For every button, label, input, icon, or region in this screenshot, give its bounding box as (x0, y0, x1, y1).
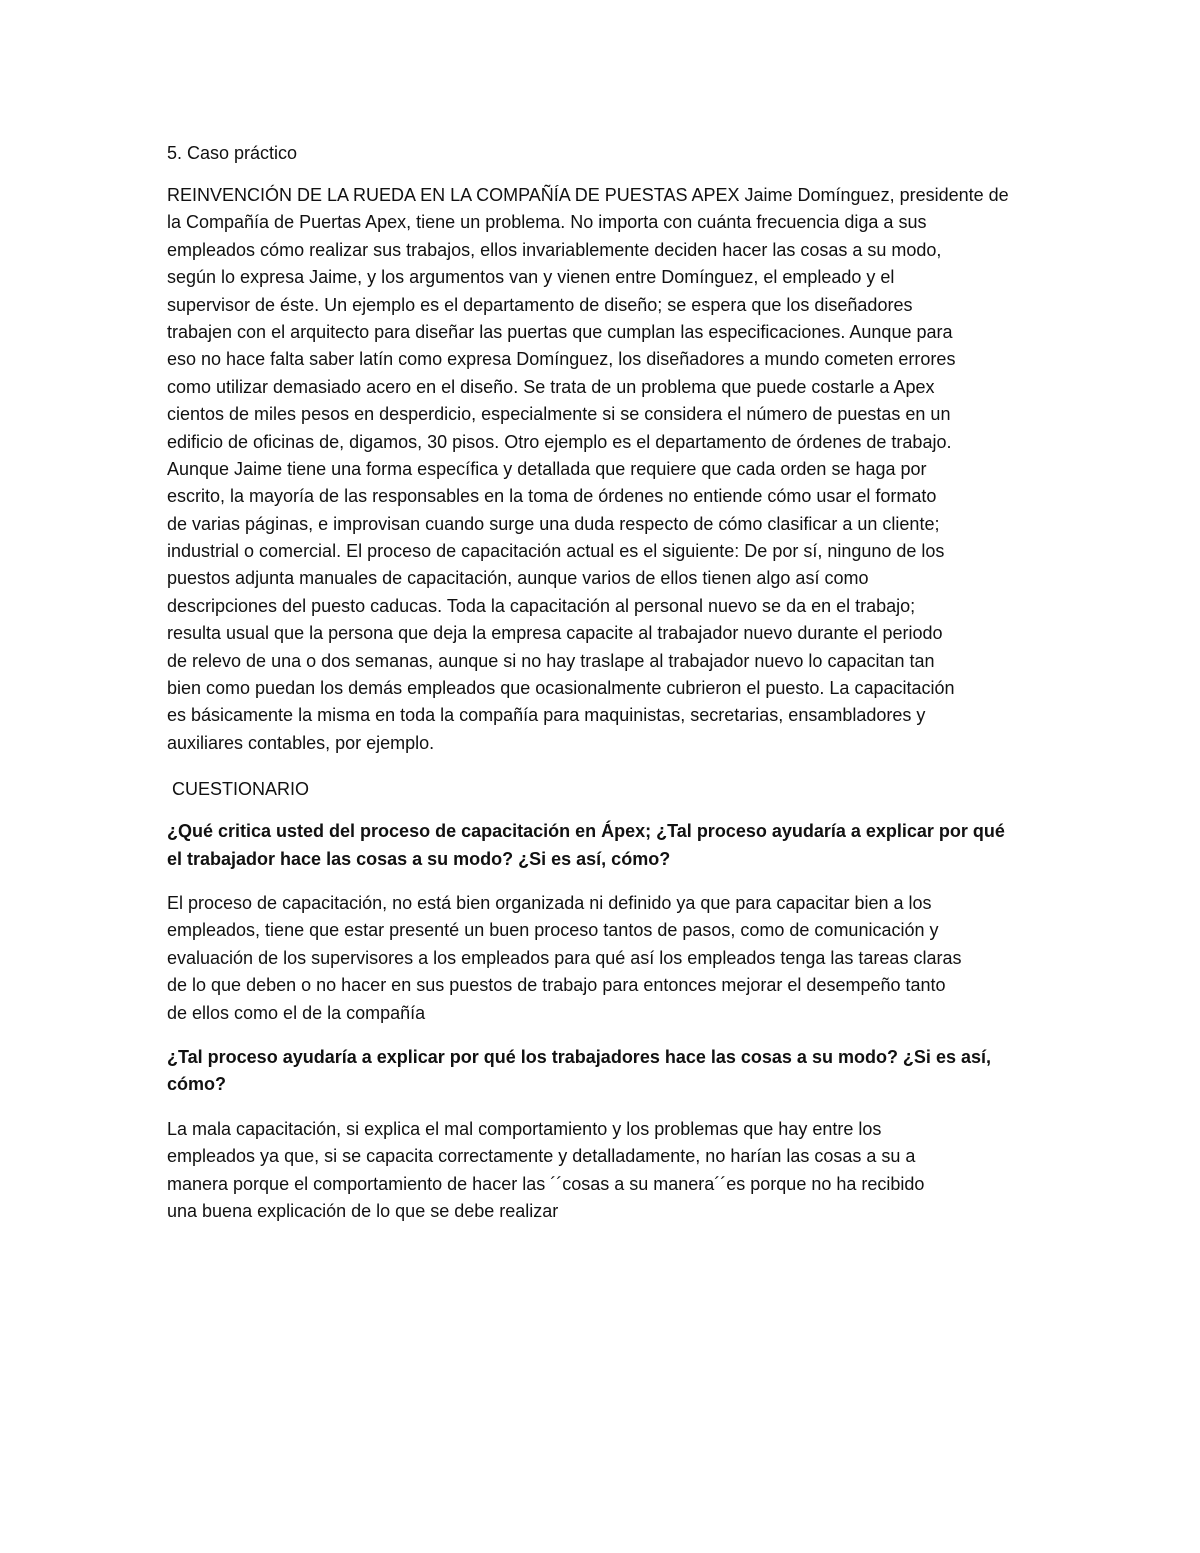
answer-line: evaluación de los supervisores a los empleados para qué así los empleados tenga las tareas claras (167, 947, 962, 968)
question-line: el trabajador hace las cosas a su modo? ¿Si es así, cómo? (167, 848, 671, 869)
answer-line: empleados ya que, si se capacita correctamente y detalladamente, no harían las cosas a su a (167, 1146, 916, 1167)
paragraph-line: REINVENCIÓN DE LA RUEDA EN LA COMPAÑÍA DE PUESTAS APEX Jaime Domínguez, presidente de (167, 185, 1009, 205)
paragraph-line: de relevo de una o dos semanas, aunque si no hay traslape al trabajador nuevo lo capacitan tan (167, 650, 935, 671)
answer-2 (167, 1116, 1039, 1226)
paragraph-line: cientos de miles pesos en desperdicio, especialmente si se considera el número de puestas en un (167, 404, 951, 425)
case-paragraph (167, 182, 1039, 757)
paragraph-line: Aunque Jaime tiene una forma específica y detallada que requiere que cada orden se haga por (167, 458, 927, 479)
answer-line: manera porque el comportamiento de hacer las ´´cosas a su manera´´es porque no ha recibido (167, 1173, 925, 1194)
answer-1 (167, 890, 1039, 1027)
paragraph-line: descripciones del puesto caducas. Toda la capacitación al personal nuevo se da en el trabajo; (167, 595, 916, 616)
answer-line: empleados, tiene que estar presenté un buen proceso tantos de pasos, como de comunicación y (167, 920, 939, 941)
paragraph-line: resulta usual que la persona que deja la empresa capacite al trabajador nuevo durante el periodo (167, 623, 943, 644)
paragraph-line: supervisor de éste. Un ejemplo es el departamento de diseño; se espera que los diseñadores (167, 294, 913, 315)
question-line: ¿Qué critica usted del proceso de capacitación en Ápex; ¿Tal proceso ayudaría a explicar por qué (167, 821, 1005, 842)
answer-line: de ellos como el de la compañía (167, 1002, 426, 1023)
paragraph-line: edificio de oficinas de, digamos, 30 pisos. Otro ejemplo es el departamento de órdenes de trabajo. (167, 431, 952, 452)
answer-line: La mala capacitación, si explica el mal comportamiento y los problemas que hay entre los (167, 1118, 882, 1139)
questionnaire-label: CUESTIONARIO (172, 779, 310, 800)
answer-line: de lo que deben o no hacer en sus puestos de trabajo para entonces mejorar el desempeño tanto (167, 975, 946, 996)
paragraph-line: de varias páginas, e improvisan cuando surge una duda respecto de cómo clasificar a un cliente; (167, 513, 940, 534)
paragraph-line: escrito, la mayoría de las responsables en la toma de órdenes no entiende cómo usar el formato (167, 486, 937, 507)
paragraph-line: auxiliares contables, por ejemplo. (167, 732, 435, 753)
paragraph-line: la Compañía de Puertas Apex, tiene un problema. No importa con cuánta frecuencia diga a sus (167, 212, 927, 233)
paragraph-line: empleados cómo realizar sus trabajos, ellos invariablemente deciden hacer las cosas a su modo, (167, 239, 942, 260)
document-page (167, 138, 1039, 1225)
paragraph-line: trabajen con el arquitecto para diseñar las puertas que cumplan las especificaciones. Aunque para (167, 321, 953, 342)
answer-line: El proceso de capacitación, no está bien organizada ni definido ya que para capacitar bien a los (167, 892, 932, 913)
paragraph-line: puestos adjunta manuales de capacitación, aunque varios de ellos tienen algo así como (167, 568, 869, 589)
question-1 (167, 818, 1039, 873)
paragraph-line: eso no hace falta saber latín como expresa Domínguez, los diseñadores a mundo cometen errores (167, 349, 956, 370)
question-line: cómo? (167, 1074, 227, 1095)
paragraph-line: es básicamente la misma en toda la compañía para maquinistas, secretarias, ensambladores y (167, 705, 926, 726)
paragraph-line: industrial o comercial. El proceso de capacitación actual es el siguiente: De por sí, ninguno de los (167, 541, 945, 562)
paragraph-line: bien como puedan los demás empleados que ocasionalmente cubrieron el puesto. La capacitación (167, 678, 955, 699)
answer-line: una buena explicación de lo que se debe realizar (167, 1200, 559, 1221)
question-line: ¿Tal proceso ayudaría a explicar por qué los trabajadores hace las cosas a su modo? ¿Si es así, (167, 1046, 991, 1067)
paragraph-line: como utilizar demasiado acero en el diseño. Se trata de un problema que puede costarle a Apex (167, 376, 935, 397)
paragraph-line: según lo expresa Jaime, y los argumentos van y vienen entre Domínguez, el empleado y el (167, 267, 895, 288)
section-heading: 5. Caso práctico (167, 143, 298, 163)
question-2 (167, 1044, 1039, 1099)
